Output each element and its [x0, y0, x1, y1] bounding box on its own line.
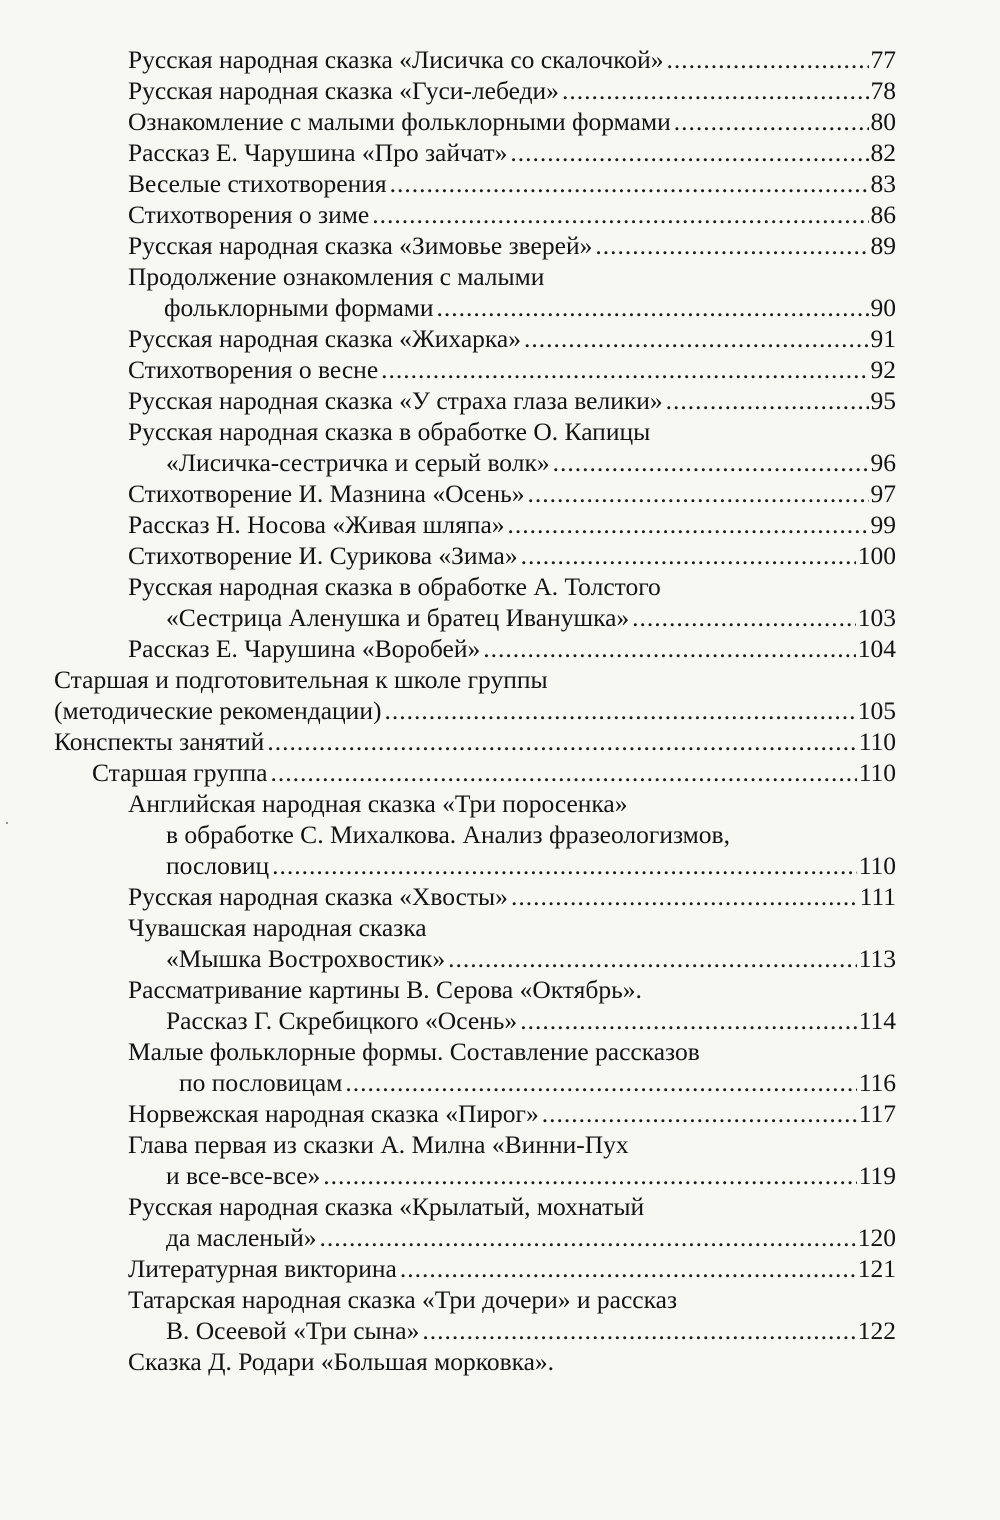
toc-entry — [0, 943, 896, 974]
toc-entry — [0, 633, 896, 664]
toc-entry — [0, 1160, 896, 1191]
toc-leader-dots — [524, 323, 869, 354]
toc-entry-line: Русская народная сказка в обработке А. Толстого — [128, 572, 661, 601]
toc-page-number: 96 — [870, 448, 896, 477]
toc-page-number: 117 — [858, 1099, 896, 1128]
toc-entry — [0, 1005, 896, 1036]
toc-entry — [0, 540, 896, 571]
toc-entry — [0, 726, 896, 757]
toc-page-number: 78 — [870, 76, 896, 105]
toc-entry-title: Стихотворения о весне — [128, 355, 379, 384]
toc-entry-line: Чувашская народная сказка — [128, 913, 427, 942]
toc-entry-title: Веселые стихотворения — [128, 169, 387, 198]
toc-entry-title: пословиц — [166, 851, 270, 880]
toc-leader-dots — [271, 757, 857, 788]
toc-entry — [0, 1315, 896, 1346]
toc-entry-title: Русская народная сказка «У страха глаза велики» — [128, 386, 663, 415]
toc-entry-title: Русская народная сказка «Жихарка» — [128, 324, 521, 353]
toc-entry — [0, 1098, 896, 1129]
toc-page-number: 91 — [870, 324, 896, 353]
toc-entry — [0, 1067, 896, 1098]
toc-page-number: 122 — [857, 1316, 896, 1345]
toc-leader-dots — [510, 137, 868, 168]
toc-entry-line: Сказка Д. Родари «Большая морковка». — [128, 1347, 555, 1376]
toc-entry — [0, 168, 896, 199]
toc-entry-line: Глава первая из сказки А. Милна «Винни-Пух — [128, 1130, 629, 1159]
toc-page-number: 110 — [858, 758, 896, 787]
toc-leader-dots — [562, 75, 869, 106]
toc-entry-title: В. Осеевой «Три сына» — [166, 1316, 420, 1345]
toc-entry — [0, 478, 896, 509]
toc-entry — [0, 230, 896, 261]
toc-entry — [0, 881, 896, 912]
toc-page-number: 104 — [857, 634, 896, 663]
toc-entry-title: «Лисичка-сестричка и серый волк» — [166, 448, 550, 477]
toc-entry-title: «Сестрица Аленушка и братец Иванушка» — [166, 603, 630, 632]
toc-entry-title: Рассказ Н. Носова «Живая шляпа» — [128, 510, 505, 539]
toc-entry-title: по пословицам — [179, 1068, 343, 1097]
toc-page-number: 92 — [870, 355, 896, 384]
toc-leader-dots — [520, 1005, 857, 1036]
toc-entry — [0, 323, 896, 354]
toc-entry — [0, 850, 896, 881]
toc-entry-title: Стихотворение И. Мазнина «Осень» — [128, 479, 525, 508]
toc-entry — [0, 354, 896, 385]
toc-page-number: 90 — [870, 293, 896, 322]
toc-entry — [0, 757, 896, 788]
toc-entry — [0, 1222, 896, 1253]
toc-entry-line: Английская народная сказка «Три поросенка» — [128, 789, 628, 818]
toc-entry — [0, 509, 896, 540]
toc-entry-title: Рассказ Е. Чарушина «Воробей» — [128, 634, 481, 663]
toc-entry-title: «Мышка Вострохвостик» — [166, 944, 446, 973]
toc-entry-title: Ознакомление с малыми фольклорными формами — [128, 107, 671, 136]
toc-entry-title: фольклорными формами — [164, 293, 434, 322]
toc-entry-line: Рассматривание картины В. Серова «Октябрь». — [128, 975, 642, 1004]
toc-leader-dots — [267, 726, 856, 757]
toc-leader-dots — [323, 1160, 856, 1191]
toc-entry-line: Продолжение ознакомления с малыми — [128, 262, 545, 291]
toc-entry-line: в обработке С. Михалкова. Анализ фразеологизмов, — [166, 820, 730, 849]
toc-entry-title: Литературная викторина — [128, 1254, 397, 1283]
toc-page-number: 105 — [857, 696, 896, 725]
toc-leader-dots — [542, 1098, 857, 1129]
toc-section-line: Старшая и подготовительная к школе группы — [54, 665, 548, 694]
toc-entry — [0, 199, 896, 230]
toc-page-number: 110 — [858, 727, 896, 756]
toc-entry — [0, 44, 896, 75]
toc-entry-title: и все-все-все» — [166, 1161, 321, 1190]
toc-entry-line: Малые фольклорные формы. Составление рассказов — [128, 1037, 700, 1066]
toc-page-number: 100 — [857, 541, 896, 570]
toc-leader-dots — [320, 1222, 856, 1253]
toc-leader-dots — [345, 1067, 856, 1098]
toc-entry-title: Русская народная сказка «Гуси-лебеди» — [128, 76, 559, 105]
toc-leader-dots — [372, 199, 868, 230]
toc-page-number: 116 — [858, 1068, 896, 1097]
toc-entry — [0, 695, 896, 726]
toc-entry-title: (методические рекомендации) — [54, 696, 382, 725]
toc-entry-title: Старшая группа — [92, 758, 268, 787]
toc-leader-dots — [595, 230, 868, 261]
toc-page-number: 89 — [870, 231, 896, 260]
toc-leader-dots — [437, 292, 869, 323]
toc-entry — [0, 106, 896, 137]
toc-leader-dots — [667, 44, 869, 75]
toc-leader-dots — [483, 633, 855, 664]
toc-page-number: 80 — [870, 107, 896, 136]
toc-page-number: 120 — [857, 1223, 896, 1252]
toc-page-number: 82 — [870, 138, 896, 167]
toc-page-number: 95 — [870, 386, 896, 415]
toc-entry — [0, 385, 896, 416]
toc-page-number: 111 — [859, 882, 896, 911]
toc-entry-title: Русская народная сказка «Лисичка со скалочкой» — [128, 45, 664, 74]
toc-leader-dots — [632, 602, 856, 633]
toc-entry-title: Русская народная сказка «Хвосты» — [128, 882, 508, 911]
toc-page-number: 83 — [870, 169, 896, 198]
toc-leader-dots — [674, 106, 869, 137]
toc-leader-dots — [390, 168, 869, 199]
toc-page-number: 103 — [857, 603, 896, 632]
toc-leader-dots — [521, 540, 856, 571]
toc-entry-title: Стихотворения о зиме — [128, 200, 370, 229]
toc-entry-line: Татарская народная сказка «Три дочери» и рассказ — [128, 1285, 678, 1314]
toc-leader-dots — [553, 447, 869, 478]
toc-leader-dots — [527, 478, 868, 509]
toc-entry — [0, 602, 896, 633]
toc-entry — [0, 1253, 896, 1284]
toc-page-number: 119 — [858, 1161, 896, 1190]
table-of-contents — [0, 44, 1000, 1377]
toc-entry — [0, 137, 896, 168]
toc-entry — [0, 447, 896, 478]
toc-entry-line: Русская народная сказка «Крылатый, мохнатый — [128, 1192, 645, 1221]
toc-entry-title: Норвежская народная сказка «Пирог» — [128, 1099, 539, 1128]
toc-entry — [0, 292, 896, 323]
toc-leader-dots — [384, 695, 855, 726]
toc-page-number: 114 — [858, 1006, 896, 1035]
scan-speck — [6, 822, 8, 824]
toc-leader-dots — [272, 850, 857, 881]
toc-page-number: 121 — [857, 1254, 896, 1283]
toc-entry-title: Рассказ Е. Чарушина «Про зайчат» — [128, 138, 508, 167]
toc-leader-dots — [422, 1315, 855, 1346]
toc-entry-title: Конспекты занятий — [54, 727, 265, 756]
toc-page-number: 97 — [870, 479, 896, 508]
toc-page-number: 110 — [858, 851, 896, 880]
toc-entry-title: Русская народная сказка «Зимовье зверей» — [128, 231, 593, 260]
toc-page-number: 113 — [858, 944, 896, 973]
toc-entry-line: Русская народная сказка в обработке О. Капицы — [128, 417, 651, 446]
toc-leader-dots — [511, 881, 858, 912]
toc-leader-dots — [381, 354, 868, 385]
toc-entry-title: Стихотворение И. Сурикова «Зима» — [128, 541, 518, 570]
toc-leader-dots — [508, 509, 869, 540]
toc-entry-title: да масленый» — [166, 1223, 317, 1252]
toc-entry-title: Рассказ Г. Скребицкого «Осень» — [166, 1006, 518, 1035]
toc-entry — [0, 75, 896, 106]
toc-leader-dots — [666, 385, 869, 416]
toc-page-number: 86 — [870, 200, 896, 229]
toc-page-number: 99 — [870, 510, 896, 539]
toc-leader-dots — [448, 943, 857, 974]
toc-page-number: 77 — [870, 45, 896, 74]
toc-leader-dots — [400, 1253, 856, 1284]
